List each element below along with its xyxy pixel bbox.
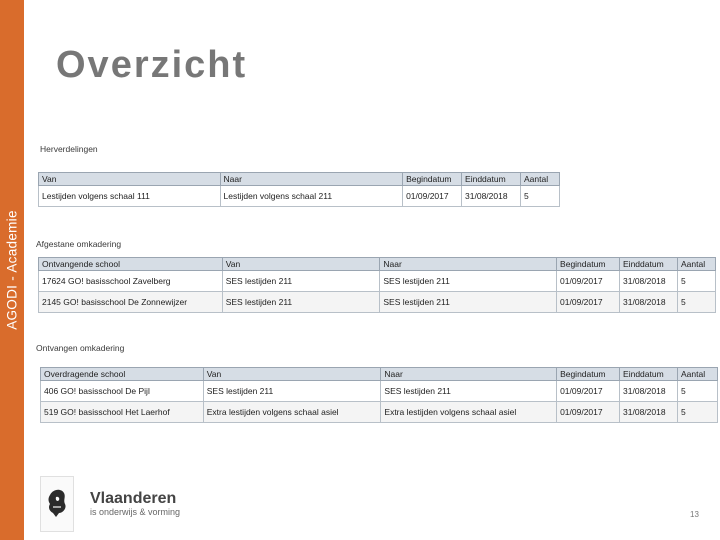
table-header	[41, 368, 718, 381]
column-header[interactable]: Einddatum	[620, 258, 678, 271]
table-cell: 406 GO! basisschool De Pijl	[41, 381, 204, 402]
table-afgestane-omkadering	[38, 257, 716, 313]
table-cell: 31/08/2018	[620, 402, 678, 423]
table-cell: 01/09/2017	[403, 186, 462, 207]
column-header[interactable]: Einddatum	[620, 368, 678, 381]
table-cell: SES lestijden 211	[222, 271, 380, 292]
table-cell: Lestijden volgens schaal 211	[220, 186, 403, 207]
column-header[interactable]: Aantal	[521, 173, 560, 186]
lion-logo-icon	[40, 476, 74, 532]
page-title: Overzicht	[56, 44, 248, 86]
table-cell: 31/08/2018	[462, 186, 521, 207]
table-header	[39, 173, 560, 186]
table-cell: Lestijden volgens schaal 111	[39, 186, 221, 207]
table-row[interactable]	[41, 381, 718, 402]
column-header[interactable]: Begindatum	[557, 258, 620, 271]
column-header[interactable]: Naar	[381, 368, 557, 381]
table-cell: 01/09/2017	[557, 292, 620, 313]
table-row[interactable]	[39, 292, 716, 313]
table-cell: 31/08/2018	[620, 271, 678, 292]
brand-name: Vlaanderen	[90, 490, 177, 507]
table-cell: 01/09/2017	[557, 381, 620, 402]
column-header[interactable]: Overdragende school	[41, 368, 204, 381]
section-title-ontvangen: Ontvangen omkadering	[36, 343, 125, 353]
table-cell: 5	[678, 402, 718, 423]
table-cell: 17624 GO! basisschool Zavelberg	[39, 271, 223, 292]
table-cell: 01/09/2017	[557, 271, 620, 292]
column-header[interactable]: Naar	[220, 173, 403, 186]
table-row[interactable]	[39, 271, 716, 292]
section-title-afgestane: Afgestane omkadering	[36, 239, 122, 249]
table-cell: SES lestijden 211	[380, 292, 557, 313]
column-header[interactable]: Begindatum	[557, 368, 620, 381]
column-header[interactable]: Aantal	[678, 368, 718, 381]
table-cell: SES lestijden 211	[381, 381, 557, 402]
column-header[interactable]: Van	[39, 173, 221, 186]
table-cell: SES lestijden 211	[203, 381, 381, 402]
screenshot-panel	[36, 134, 720, 430]
table-cell: 5	[678, 381, 718, 402]
sidebar-label: AGODI - Academie	[4, 210, 20, 330]
table-cell: 31/08/2018	[620, 381, 678, 402]
column-header[interactable]: Begindatum	[403, 173, 462, 186]
table-row[interactable]	[41, 402, 718, 423]
section-title-herverdelingen: Herverdelingen	[40, 144, 98, 154]
table-herverdelingen	[38, 172, 560, 207]
table-header	[39, 258, 716, 271]
table-cell: 5	[677, 271, 715, 292]
table-cell: 31/08/2018	[620, 292, 678, 313]
column-header[interactable]: Van	[222, 258, 380, 271]
lion-logo-graphic	[41, 477, 73, 531]
table-cell: 2145 GO! basisschool De Zonnewijzer	[39, 292, 223, 313]
table-cell: 519 GO! basisschool Het Laerhof	[41, 402, 204, 423]
column-header[interactable]: Ontvangende school	[39, 258, 223, 271]
table-cell: Extra lestijden volgens schaal asiel	[203, 402, 381, 423]
brand-subtitle: is onderwijs & vorming	[90, 507, 181, 517]
column-header[interactable]: Aantal	[677, 258, 715, 271]
column-header[interactable]: Van	[203, 368, 381, 381]
page-number: 13	[690, 510, 699, 519]
table-cell: 5	[677, 292, 715, 313]
table-ontvangen-omkadering	[40, 367, 718, 423]
table-cell: 01/09/2017	[557, 402, 620, 423]
table-cell: SES lestijden 211	[380, 271, 557, 292]
table-cell: SES lestijden 211	[222, 292, 380, 313]
table-row[interactable]	[39, 186, 560, 207]
sidebar-band	[0, 0, 24, 540]
column-header[interactable]: Naar	[380, 258, 557, 271]
table-cell: 5	[521, 186, 560, 207]
table-cell: Extra lestijden volgens schaal asiel	[381, 402, 557, 423]
column-header[interactable]: Einddatum	[462, 173, 521, 186]
